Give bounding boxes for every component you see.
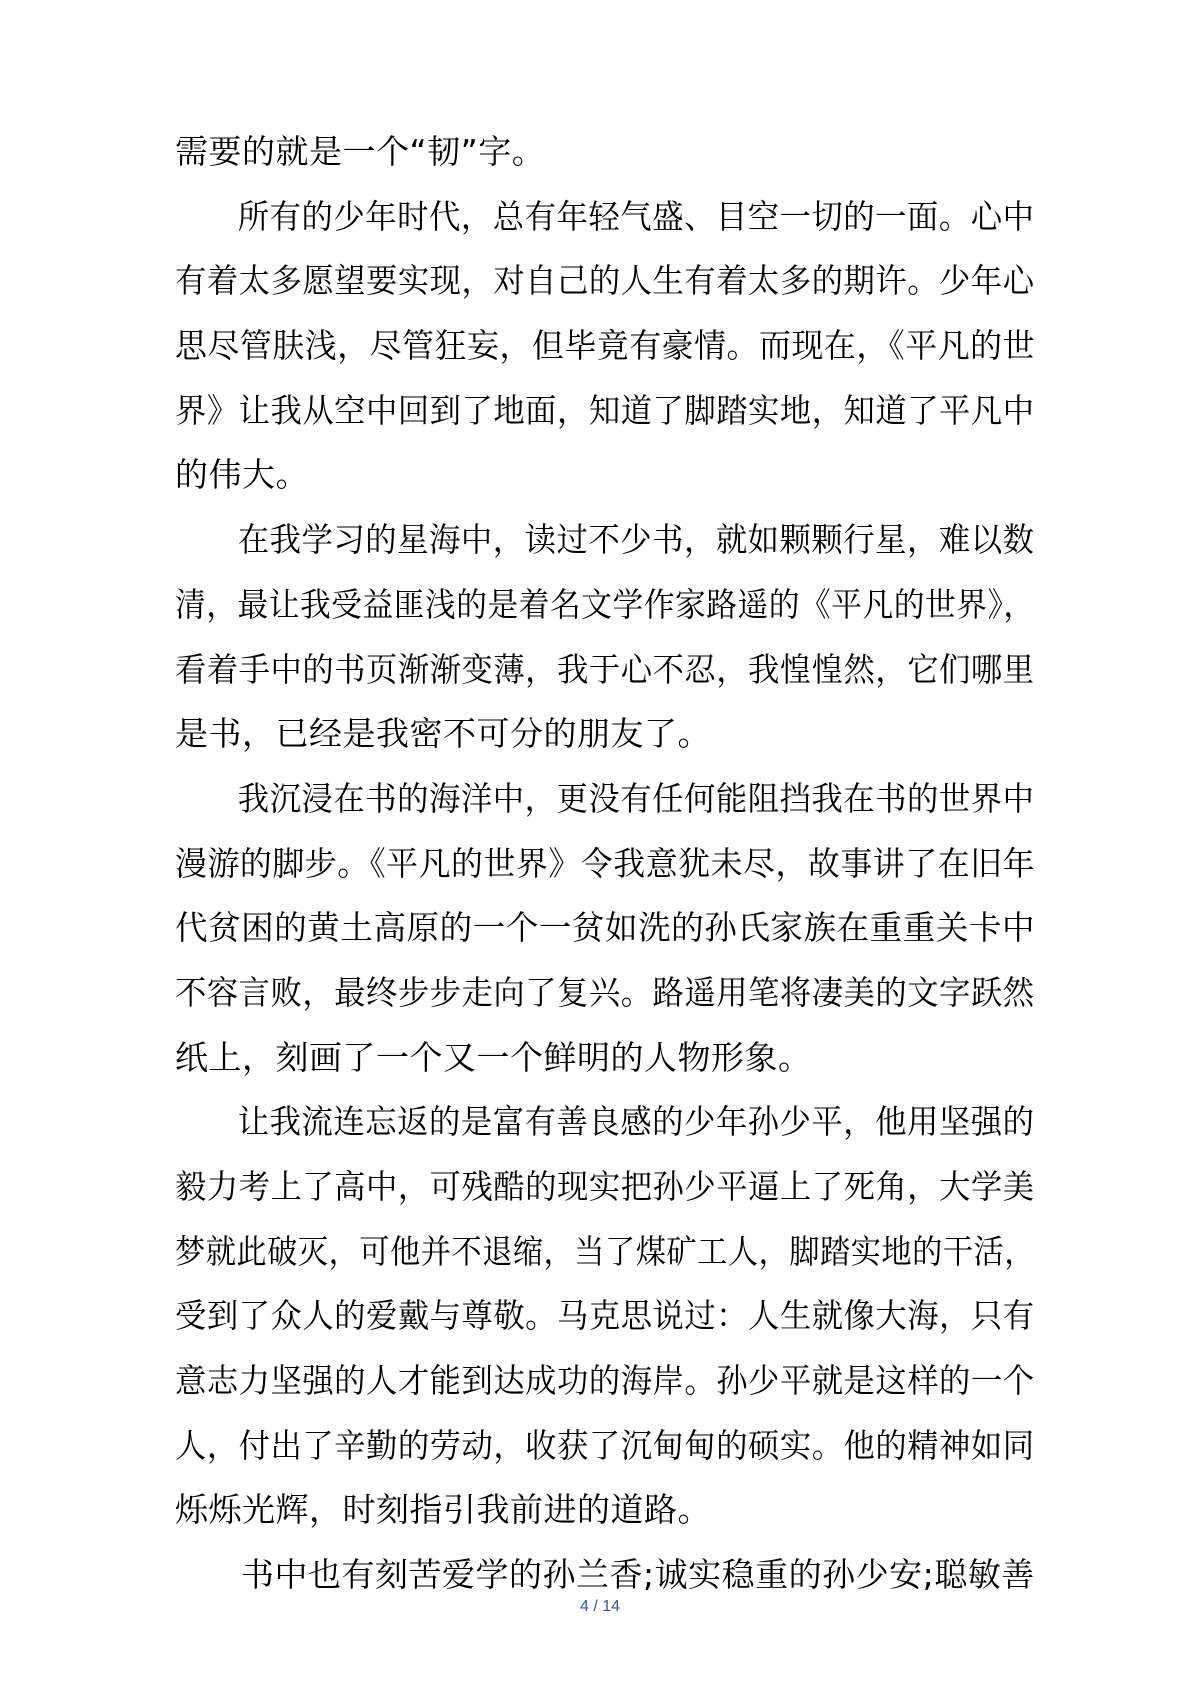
text-line: 梦就此破灭，可他并不退缩，当了煤矿工人，脚踏实地的干活， <box>175 1231 1035 1271</box>
text-line: 看着手中的书页渐渐变薄，我于心不忍，我惶惶然，它们哪里 <box>175 649 1035 689</box>
text-line: 在我学习的星海中，读过不少书，就如颗颗行星，难以数 <box>237 520 1035 560</box>
text-line: 漫游的脚步。《平凡的世界》令我意犹未尽，故事讲了在旧年 <box>175 843 1036 883</box>
text-line: 代贫困的黄土高原的一个一贫如洗的孙氏家族在重重关卡中 <box>175 908 1036 948</box>
text-line: 是书，已经是我密不可分的朋友了。 <box>175 714 711 754</box>
text-line: 纸上，刻画了一个又一个鲜明的人物形象。 <box>175 1037 812 1077</box>
text-line: 书中也有刻苦爱学的孙兰香;诚实稳重的孙少安;聪敏善 <box>241 1555 1035 1595</box>
text-line: 界》让我从空中回到了地面，知道了脚踏实地，知道了平凡中 <box>175 390 1035 430</box>
text-line: 思尽管肤浅，尽管狂妄，但毕竟有豪情。而现在，《平凡的世 <box>175 326 1036 366</box>
text-line: 不容言败，最终步步走向了复兴。路遥用笔将凄美的文字跃然 <box>175 972 1035 1012</box>
text-line: 人，付出了辛勤的劳动，收获了沉甸甸的硕实。他的精神如同 <box>175 1425 1035 1465</box>
text-line: 的伟大。 <box>175 455 309 495</box>
text-line: 所有的少年时代，总有年轻气盛、目空一切的一面。心中 <box>237 196 1035 236</box>
text-line: 烁烁光辉，时刻指引我前进的道路。 <box>175 1490 711 1530</box>
text-line: 需要的就是一个“韧”字。 <box>175 132 546 171</box>
text-line: 我沉浸在书的海洋中，更没有任何能阻挡我在书的世界中 <box>237 778 1035 818</box>
text-line: 清，最让我受益匪浅的是着名文学作家路遥的《平凡的世界》， <box>175 584 1035 624</box>
document-body <box>175 120 1035 1608</box>
page-number: 4 / 14 <box>579 1598 621 1615</box>
text-line: 让我流连忘返的是富有善良感的少年孙少平，他用坚强的 <box>237 1102 1035 1142</box>
text-line: 受到了众人的爱戴与尊敬。马克思说过：人生就像大海，只有 <box>175 1296 1035 1336</box>
text-line: 意志力坚强的人才能到达成功的海岸。孙少平就是这样的一个 <box>175 1361 1035 1401</box>
text-line: 毅力考上了高中，可残酷的现实把孙少平逼上了死角，大学美 <box>175 1167 1035 1206</box>
text-line: 有着太多愿望要实现，对自己的人生有着太多的期许。少年心 <box>175 261 1035 301</box>
